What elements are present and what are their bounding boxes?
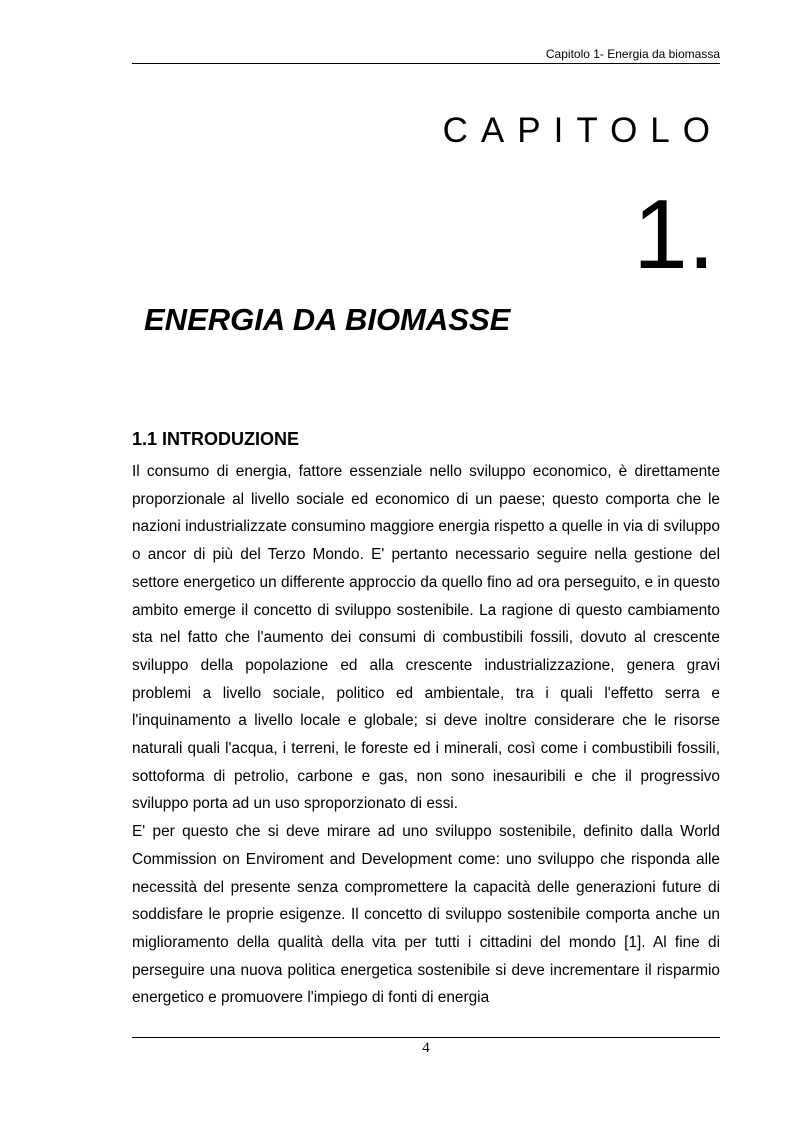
paragraph: Il consumo di energia, fattore essenziale nello sviluppo economico, è direttamente proporzionale al livello sociale ed economico di un paese; questo comporta che le nazioni industrializzate consumino maggiore energia rispetto a quelle in via di sviluppo o ancor di più del Terzo Mondo. E' pertanto necessario seguire nella gestione del settore energetico un differente approccio da quello fino ad ora perseguito, e in questo ambito emerge il concetto di sviluppo sostenibile. La ragione di questo cambiamento sta nel fatto che l'aumento dei consumi di combustibili fossili, dovuto al crescente sviluppo della popolazione ed alla crescente industrializzazione, genera gravi problemi a livello sociale, politico ed ambientale, tra i quali l'effetto serra e l'inquinamento a livello locale e globale; si deve inoltre considerare che le risorse naturali quali l'acqua, i terreni, le foreste ed i minerali, così come i combustibili fossili, sottoforma di petrolio, carbone e gas, non sono inesauribili e che il progressivo sviluppo porta ad un uso sproporzionato di essi. [132, 463, 720, 813]
running-header: Capitolo 1- Energia da biomassa [545, 47, 720, 61]
section-heading: 1.1 INTRODUZIONE [132, 429, 300, 449]
header-rule [132, 63, 720, 64]
chapter-title: ENERGIA DA BIOMASSE [144, 302, 511, 337]
chapter-label: CAPITOLO [442, 111, 723, 150]
body-text [132, 458, 720, 1012]
page-number: 4 [422, 1040, 430, 1056]
paragraph: E' per questo che si deve mirare ad uno sviluppo sostenibile, definito dalla World Commission on Enviroment and Development come: uno sviluppo che risponda alle necessità del presente senza compromettere la capacità delle generazioni future di soddisfare le proprie esigenze. Il concetto di sviluppo sostenibile comporta anche un miglioramento della qualità della vita per tutti i cittadini del mondo [1]. Al fine di perseguire una nuova politica energetica sostenibile si deve incrementare il risparmio energetico e promuovere l'impiego di fonti di energia [132, 823, 720, 1007]
footer-rule [132, 1037, 720, 1038]
chapter-number: 1. [633, 179, 715, 289]
